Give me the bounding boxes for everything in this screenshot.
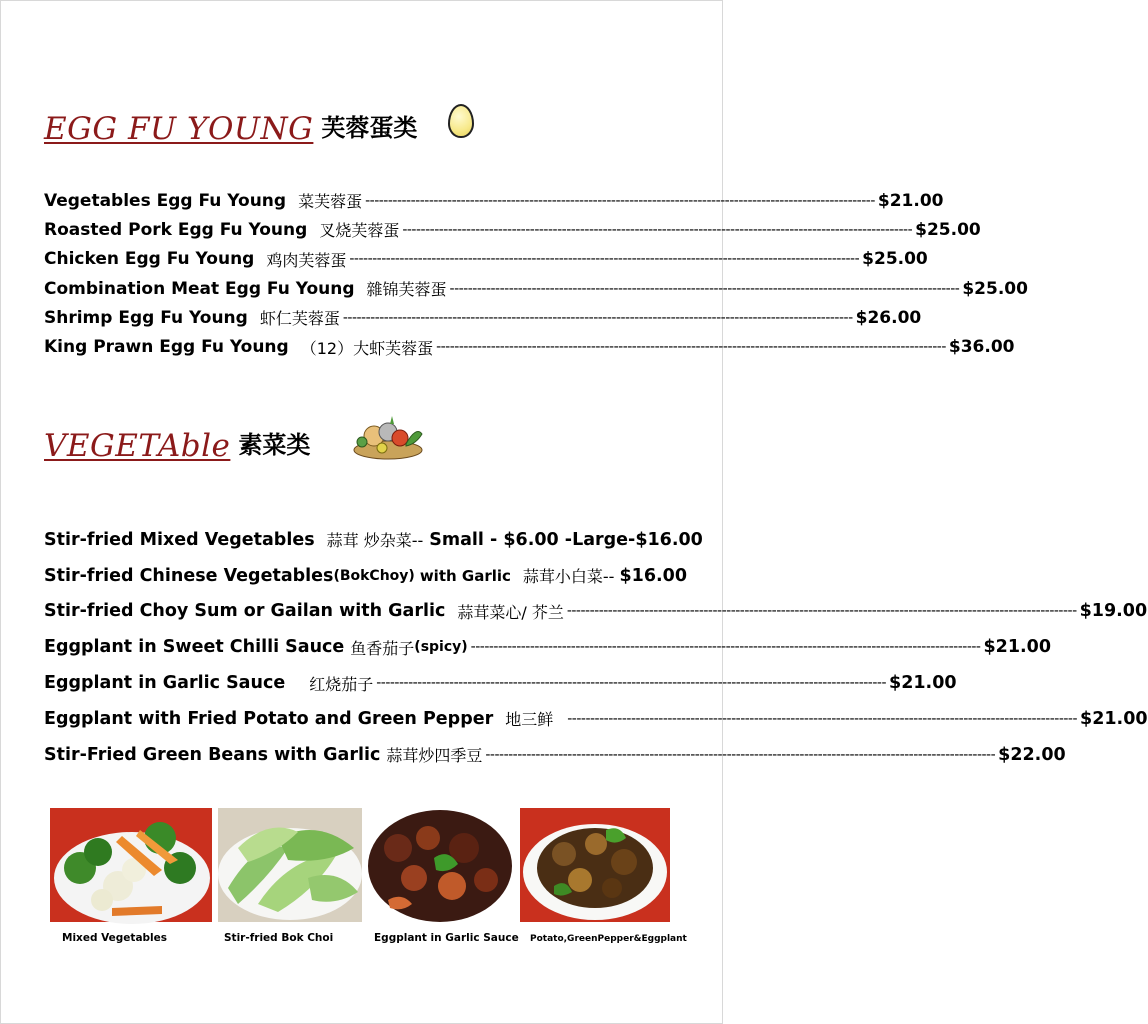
item-note: (BokChoy) — [333, 567, 415, 584]
egg-icon — [448, 104, 474, 138]
menu-item — [44, 522, 703, 558]
menu-item — [44, 594, 1148, 630]
item-name: Stir-fried Choy Sum or Gailan with Garlic — [44, 601, 446, 622]
item-chinese-name: 蒜茸 炒杂菜-- — [326, 531, 424, 551]
item-name: Eggplant with Fried Potato and Green Pepper — [44, 708, 494, 729]
item-chinese-name: 鸡肉芙蓉蛋 — [266, 250, 347, 270]
item-price: $21.00 — [1080, 708, 1148, 729]
vegetable-menu — [44, 522, 1148, 773]
veg-heading-chinese: 素菜类 — [238, 431, 311, 459]
photo-caption: Stir-fried Bok Choi — [224, 932, 334, 944]
dot-leader — [365, 193, 875, 209]
photo-caption: Mixed Vegetables — [62, 932, 168, 944]
menu-item — [44, 558, 687, 594]
menu-item — [44, 737, 1066, 773]
menu-item — [44, 701, 1148, 737]
item-name: Stir-Fried Green Beans with Garlic — [44, 744, 381, 765]
egg-heading-chinese: 芙蓉蛋类 — [321, 114, 418, 142]
dot-leader — [450, 281, 960, 297]
menu-item — [44, 665, 957, 701]
item-price: $26.00 — [855, 307, 922, 328]
dot-leader — [471, 639, 981, 655]
dot-leader — [349, 251, 859, 267]
menu-item — [44, 186, 944, 215]
item-name: Stir-fried Chinese Vegetables — [44, 565, 334, 586]
item-price: $22.00 — [998, 744, 1066, 765]
item-sizes: Small - $6.00 -Large- — [429, 529, 636, 550]
eggplant-garlic-sauce-photo — [368, 808, 512, 922]
dot-leader — [343, 310, 853, 326]
vegetables-basket-icon — [350, 414, 426, 462]
item-chinese-name: 鱼香茄子 — [350, 638, 415, 658]
item-name: Stir-fried Mixed Vegetables — [44, 529, 315, 550]
item-price: $36.00 — [948, 337, 1015, 358]
item-chinese-name: 蒜茸小白菜-- — [522, 567, 615, 587]
menu-item — [44, 629, 1051, 665]
item-name: King Prawn Egg Fu Young — [44, 337, 289, 358]
vegetable-heading — [44, 425, 310, 464]
dot-leader — [567, 603, 1077, 619]
egg-heading-english: EGG FU YOUNG — [44, 111, 314, 147]
item-price: $16.00 — [635, 529, 703, 550]
item-name-suffix: with Garlic — [419, 566, 511, 585]
item-price: $25.00 — [862, 249, 928, 270]
item-price: $25.00 — [962, 278, 1028, 299]
item-chinese-name: 蒜茸炒四季豆 — [386, 746, 483, 766]
item-price: $21.00 — [889, 673, 957, 694]
item-chinese-name: 红烧茄子 — [309, 674, 374, 694]
item-price: $21.00 — [983, 637, 1051, 658]
dot-leader — [436, 339, 946, 355]
item-chinese-name: 虾仁芙蓉蛋 — [259, 309, 340, 329]
item-name: Shrimp Egg Fu Young — [44, 307, 248, 328]
item-name: Eggplant in Sweet Chilli Sauce — [44, 637, 345, 658]
menu-item — [44, 215, 981, 244]
dot-leader — [485, 747, 995, 763]
photo-caption: Eggplant in Garlic Sauce — [374, 932, 519, 944]
item-chinese-name: （12）大虾芙蓉蛋 — [300, 338, 434, 358]
item-chinese-name: 地三鲜 — [505, 710, 554, 730]
dot-leader — [402, 222, 912, 238]
item-price: $19.00 — [1079, 601, 1148, 622]
dot-leader — [376, 675, 886, 691]
egg-fu-young-menu — [44, 186, 1028, 362]
item-chinese-name: 蒜茸菜心/ 芥兰 — [457, 602, 564, 622]
item-name: Chicken Egg Fu Young — [44, 249, 255, 270]
item-price: $21.00 — [877, 190, 944, 211]
dot-leader — [567, 711, 1077, 727]
item-name: Vegetables Egg Fu Young — [44, 190, 287, 211]
mixed-vegetables-photo — [50, 808, 212, 922]
menu-item — [44, 332, 1015, 361]
item-chinese-name: 菜芙蓉蛋 — [298, 192, 363, 212]
item-chinese-name: 雜锦芙蓉蛋 — [366, 280, 447, 300]
item-chinese-name: 叉烧芙蓉蛋 — [319, 221, 400, 241]
menu-item — [44, 245, 928, 274]
item-name: Eggplant in Garlic Sauce — [44, 673, 286, 694]
egg-fu-young-heading — [44, 108, 417, 147]
photo-caption: Potato,GreenPepper&Eggplant — [530, 934, 687, 944]
bok-choi-photo — [218, 808, 362, 922]
item-price: $25.00 — [915, 219, 981, 240]
veg-heading-english: VEGETAble — [44, 428, 231, 464]
item-name: Combination Meat Egg Fu Young — [44, 278, 355, 299]
menu-item — [44, 303, 922, 332]
menu-item — [44, 274, 1028, 303]
item-name: Roasted Pork Egg Fu Young — [44, 219, 308, 240]
potato-greenpepper-eggplant-photo — [520, 808, 670, 922]
item-price: $16.00 — [619, 565, 687, 586]
item-note: (spicy) — [414, 639, 468, 656]
